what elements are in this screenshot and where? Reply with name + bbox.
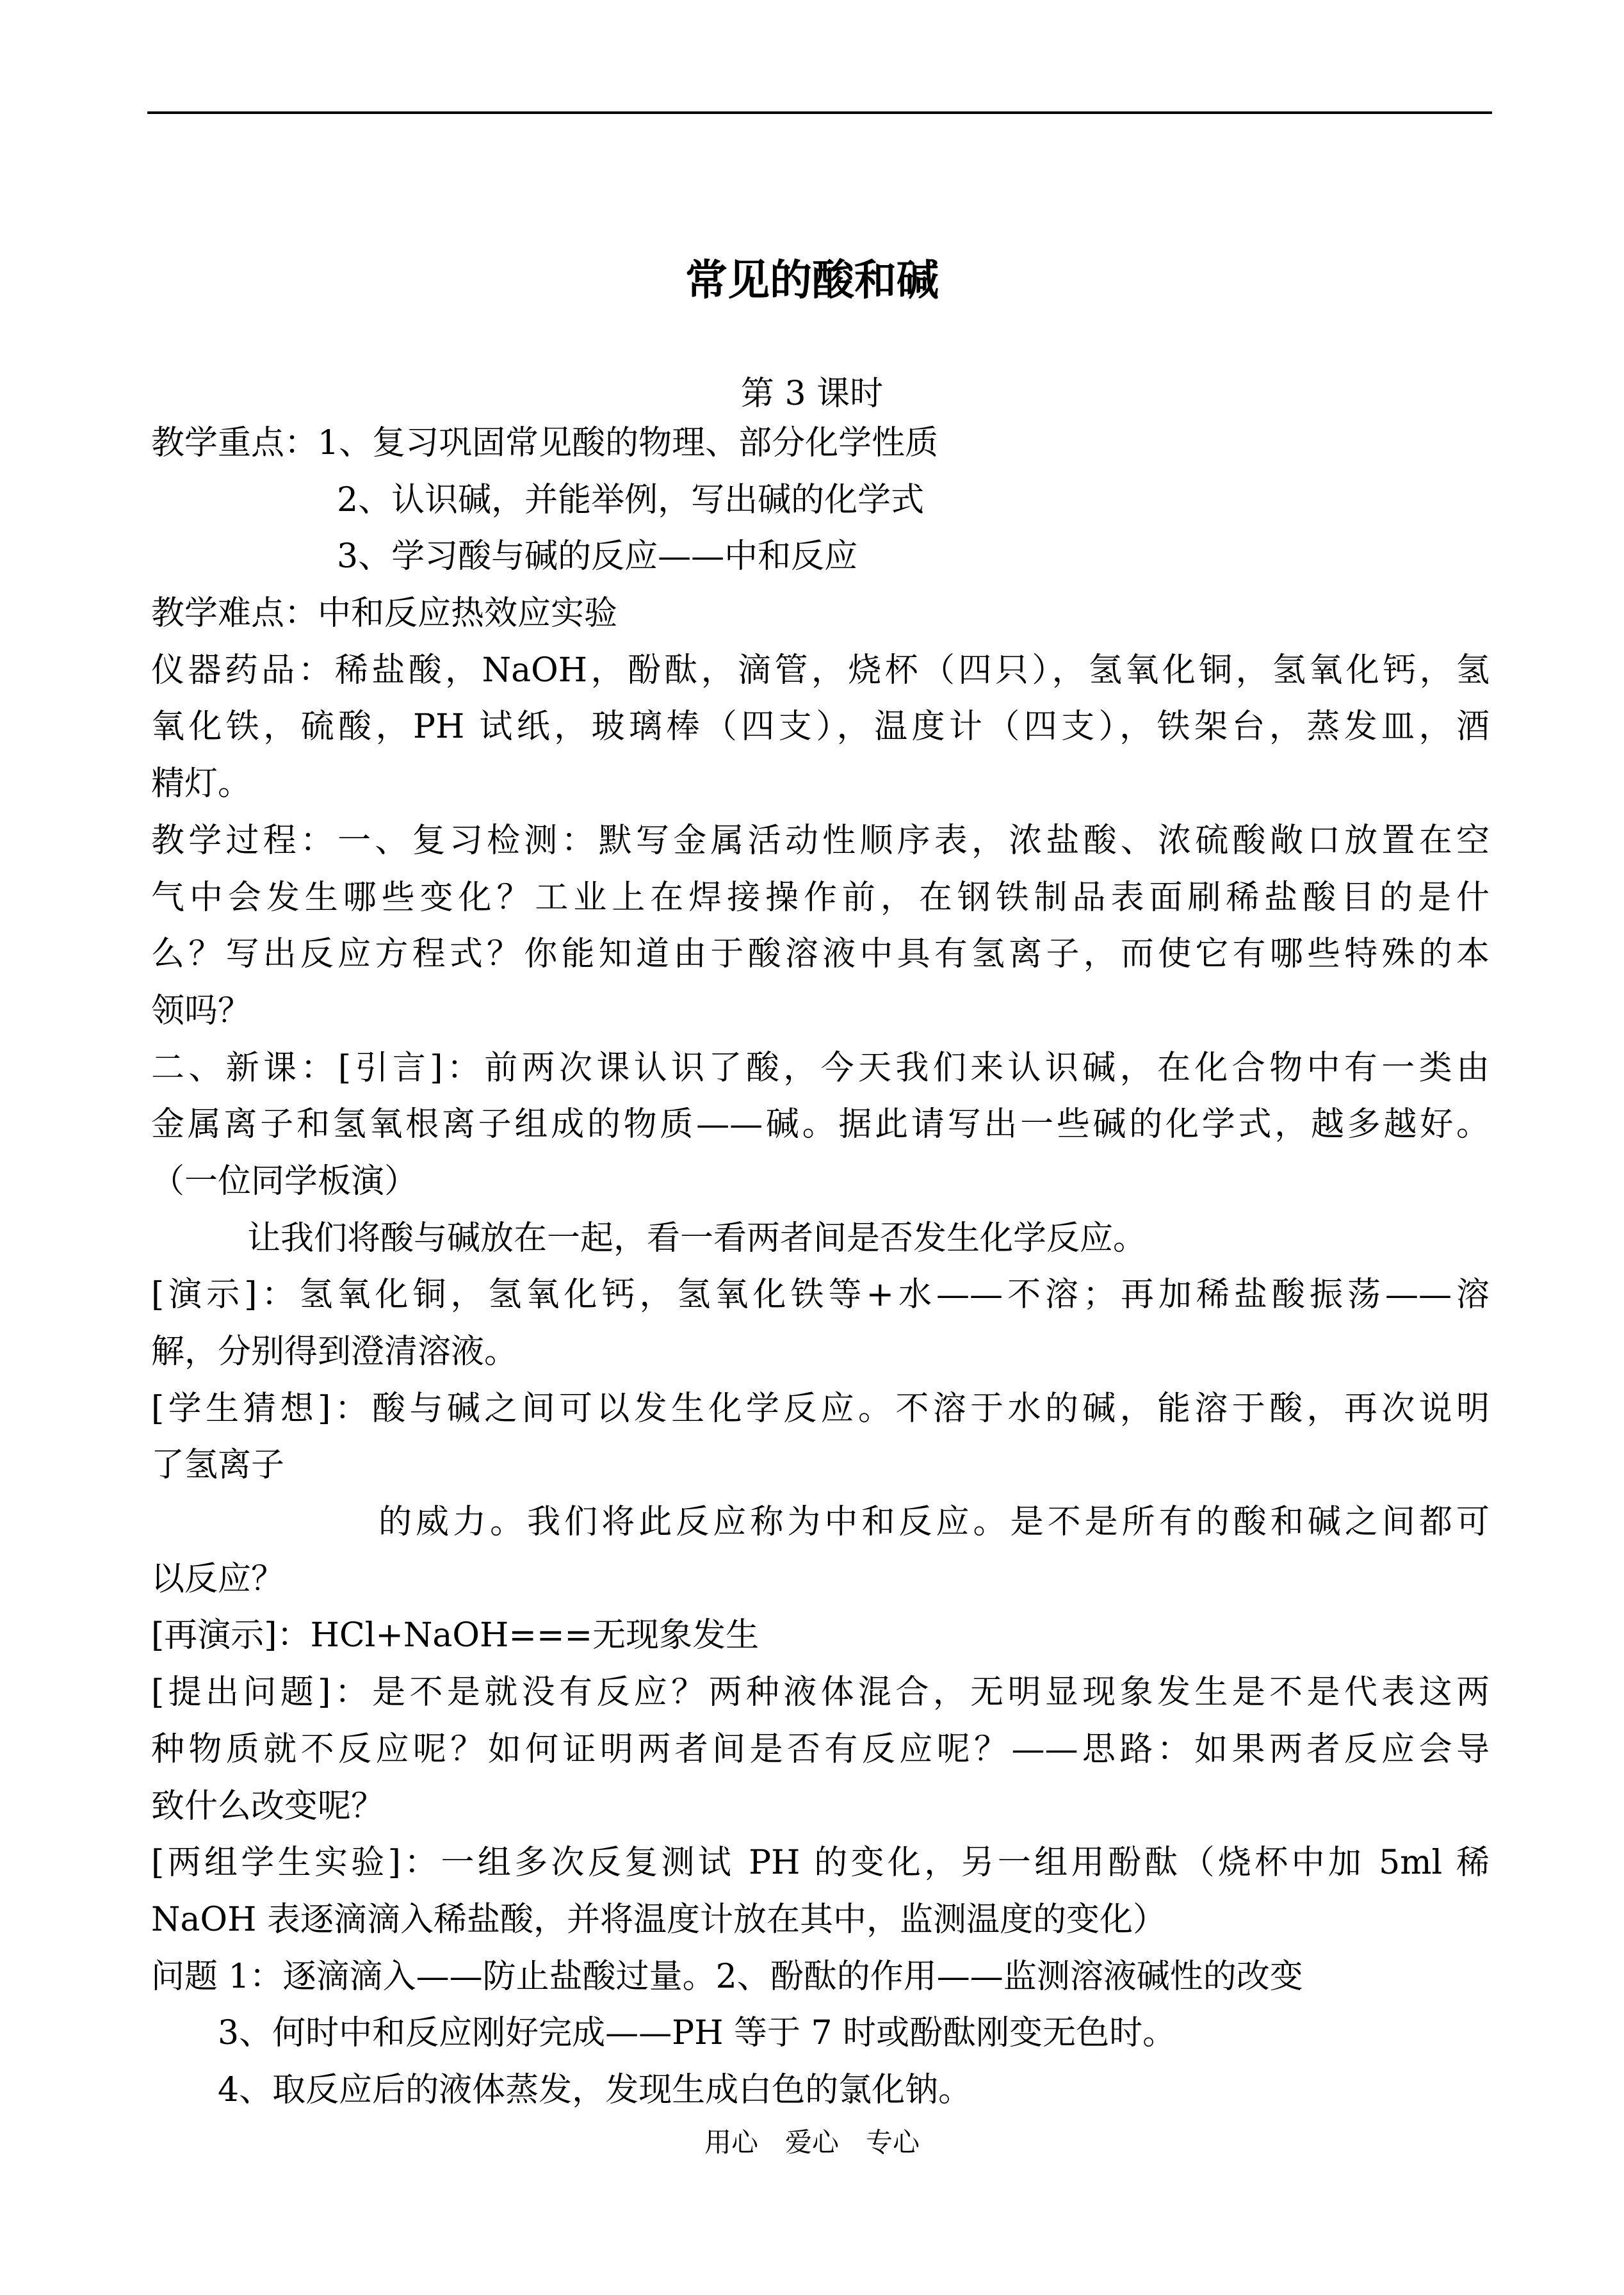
page-footer: 用心 爱心 专心 xyxy=(704,2127,920,2158)
body-line: 精灯。 xyxy=(151,765,252,804)
body-line: [提出问题]：是不是就没有反应？两种液体混合，无明显现象发生是不是代表这两 xyxy=(151,1673,1490,1712)
body-line: 的威力。我们将此反应称为中和反应。是不是所有的酸和碱之间都可 xyxy=(378,1503,1490,1542)
body-line: （一位同学板演） xyxy=(151,1162,418,1201)
body-line: 二、新课：[引言]：前两次课认识了酸，今天我们来认识碱，在化合物中有一类由 xyxy=(151,1048,1490,1087)
body-line: [学生猜想]：酸与碱之间可以发生化学反应。不溶于水的碱，能溶于酸，再次说明 xyxy=(151,1389,1490,1428)
body-line: 么？写出反应方程式？你能知道由于酸溶液中具有氢离子，而使它有哪些特殊的本 xyxy=(151,935,1490,974)
body-line: 教学重点：1、复习巩固常见酸的物理、部分化学性质 xyxy=(151,424,939,462)
lesson-number: 第 3 课时 xyxy=(740,375,884,413)
body-line: [两组学生实验]：一组多次反复测试 PH 的变化，另一组用酚酞（烧杯中加 5ml 稀 xyxy=(151,1844,1490,1883)
body-line: 致什么改变呢？ xyxy=(151,1787,385,1826)
document-body xyxy=(151,415,1490,2119)
body-line: 种物质就不反应呢？如何证明两者间是否有反应呢？——思路：如果两者反应会导 xyxy=(151,1730,1490,1769)
body-line: 问题 1：逐滴滴入——防止盐酸过量。2、酚酞的作用——监测溶液碱性的改变 xyxy=(151,1957,1303,1996)
document-title: 常见的酸和碱 xyxy=(685,255,939,305)
body-line: 仪器药品：稀盐酸，NaOH，酚酞，滴管，烧杯（四只），氢氧化铜，氢氧化钙，氢 xyxy=(151,651,1490,690)
body-line: 教学难点：中和反应热效应实验 xyxy=(151,594,618,633)
body-line: 4、取反应后的液体蒸发，发现生成白色的氯化钠。 xyxy=(218,2070,972,2109)
body-line: 金属离子和氢氧根离子组成的物质——碱。据此请写出一些碱的化学式，越多越好。 xyxy=(151,1105,1490,1144)
body-line: 教学过程：一、复习检测：默写金属活动性顺序表，浓盐酸、浓硫酸敞口放置在空 xyxy=(151,821,1490,860)
body-line: 领吗？ xyxy=(151,991,252,1030)
body-line: 气中会发生哪些变化？工业上在焊接操作前，在钢铁制品表面刷稀盐酸目的是什 xyxy=(151,878,1490,917)
body-line: 了氢离子 xyxy=(151,1446,285,1485)
body-line: 以反应？ xyxy=(151,1559,285,1598)
body-line: NaOH 表逐滴滴入稀盐酸，并将温度计放在其中，监测温度的变化） xyxy=(151,1900,1167,1939)
body-line: 解，分别得到澄清溶液。 xyxy=(151,1333,518,1371)
header-rule xyxy=(147,111,1492,114)
body-line: [演示]：氢氧化铜，氢氧化钙，氢氧化铁等+水——不溶；再加稀盐酸振荡——溶 xyxy=(151,1276,1490,1315)
body-line: 3、何时中和反应刚好完成——PH 等于 7 时或酚酞刚变无色时。 xyxy=(218,2014,1176,2053)
body-line: 让我们将酸与碱放在一起，看一看两者间是否发生化学反应。 xyxy=(247,1219,1147,1258)
body-line: [再演示]：HCl+NaOH===无现象发生 xyxy=(151,1616,759,1655)
body-line: 2、认识碱，并能举例，写出碱的化学式 xyxy=(337,480,925,519)
body-line: 氧化铁，硫酸，PH 试纸，玻璃棒（四支），温度计（四支），铁架台，蒸发皿，酒 xyxy=(151,708,1490,747)
body-line: 3、学习酸与碱的反应——中和反应 xyxy=(337,537,858,576)
